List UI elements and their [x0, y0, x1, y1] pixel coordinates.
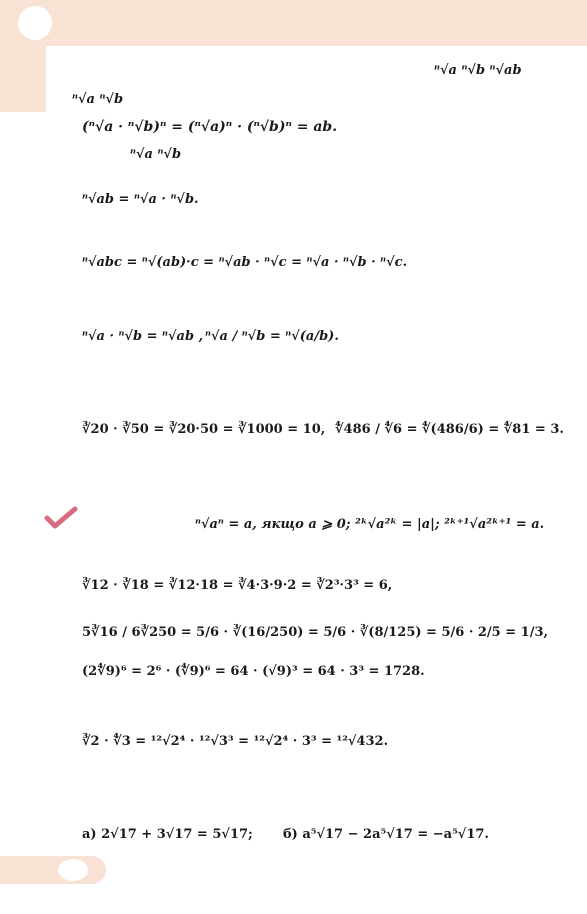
example-4: 5∛16 / 6∛250 = 5/6 · ∛(16/250) = 5/6 · ∛(8/125) = 5/6 · 2/5 = 1/3, — [82, 625, 549, 640]
three-factor-rule: ⁿ√abc = ⁿ√(ab)·c = ⁿ√ab · ⁿ√c = ⁿ√a · ⁿ√b · ⁿ√c. — [82, 255, 408, 270]
example-3: ∛12 · ∛18 = ∛12·18 = ∛4·3·9·2 = ∛2³·3³ = 6, — [82, 578, 393, 593]
power-identity: (ⁿ√a · ⁿ√b)ⁿ = (ⁿ√a)ⁿ · (ⁿ√b)ⁿ = ab. — [82, 119, 338, 135]
top-roots: ⁿ√a ⁿ√b ⁿ√ab — [434, 63, 522, 78]
example-5: (2∜9)⁶ = 2⁶ · (∜9)⁶ = 64 · (√9)³ = 64 · 3³ = 1728. — [82, 664, 425, 679]
product-rule: ⁿ√ab = ⁿ√a · ⁿ√b. — [82, 192, 199, 207]
footer-band — [0, 856, 106, 884]
example-6: ∛2 · ∜3 = ¹²√2⁴ · ¹²√3³ = ¹²√2⁴ · 3³ = ¹²√432. — [82, 734, 389, 749]
example-2: ∜486 / ∜6 = ∜(486/6) = ∜81 = 3. — [335, 422, 564, 437]
example-a: а) 2√17 + 3√17 = 5√17; — [82, 827, 253, 842]
rule-product: ⁿ√a · ⁿ√b = ⁿ√ab , — [82, 329, 204, 344]
example-1: ∛20 · ∛50 = ∛20·50 = ∛1000 = 10, — [82, 422, 326, 437]
roots-pair-2: ⁿ√a ⁿ√b — [130, 147, 182, 162]
corner-circle — [18, 6, 52, 40]
page-body — [46, 46, 587, 896]
checkmark-icon — [44, 506, 78, 530]
page-number-circle — [58, 859, 88, 881]
roots-pair: ⁿ√a ⁿ√b — [72, 92, 124, 107]
rule-quotient: ⁿ√a / ⁿ√b = ⁿ√(a/b). — [205, 329, 339, 344]
header-band — [0, 0, 587, 46]
property-power: ⁿ√aⁿ = a, якщо a ⩾ 0; ²ᵏ√a²ᵏ = |a|; ²ᵏ⁺¹√a²ᵏ⁺¹ = a. — [195, 517, 545, 532]
example-b: б) a⁵√17 − 2a⁵√17 = −a⁵√17. — [283, 827, 489, 842]
